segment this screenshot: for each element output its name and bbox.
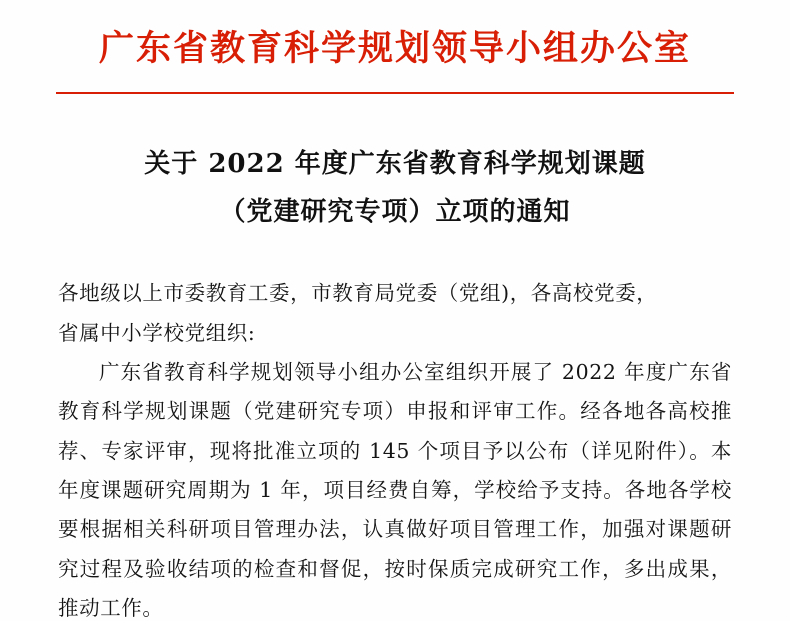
document-title: [0, 140, 790, 236]
masthead: [0, 0, 790, 94]
issuing-organization: 广东省教育科学规划领导小组办公室: [98, 28, 691, 69]
addressee-line-2: 省属中小学校党组织:: [58, 320, 256, 345]
body-paragraph-1: 广东省教育科学规划领导小组办公室组织开展了 2022 年度广东省教育科学规划课题（党建研究专项）申报和评审工作。经各地各高校推荐、专家评审，现将批准立项的 145 个项目予以公布（详见附件）。本年度课题研究周期为 1 年，项目经费自筹，学校给予支持。各地各学校要根据相关科研项目管理办法，认真做好项目管理工作，加强对课题研究过程及验收结项的检查和督促，按时保质完成研究工作，多出成果，推动工作。: [58, 359, 732, 621]
masthead-divider: [56, 92, 734, 94]
document-title-line-1: 关于 2022 年度广东省教育科学规划课题: [144, 149, 646, 179]
addressee-line-1: 各地级以上市委教育工委，市教育局党委（党组)，各高校党委，: [58, 281, 658, 306]
document-body: [58, 274, 732, 628]
document-title-line-2: （党建研究专项）立项的通知: [219, 197, 571, 228]
